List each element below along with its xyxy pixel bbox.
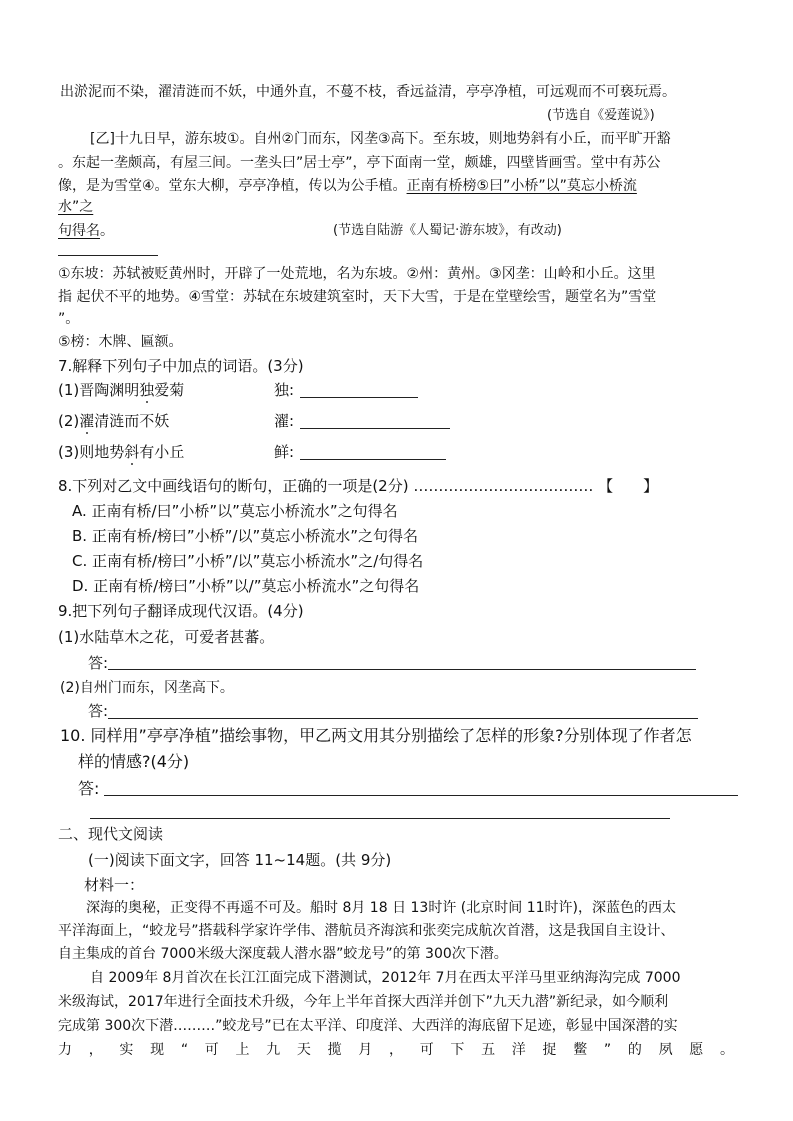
note-line-4: ⑤榜：木牌、匾额。	[58, 334, 183, 350]
underlined-sentence-part-1: 正南有桥榜⑤曰”小桥”以”莫忘小桥流	[406, 178, 637, 194]
material-1-para-1-line-3: 自主集成的首台 7000米级大深度载人潜水器”蛟龙号”的第 300次下潜。	[58, 946, 508, 962]
q7-item-3-label: 鲜:	[274, 443, 295, 461]
q7-item-1-label: 独:	[274, 381, 295, 399]
material-1-para-2-line-4: 力，实现“可上九天揽月，可下五洋捉鳖”的夙愿。	[58, 1042, 734, 1058]
q7-item-2-label: 濯:	[274, 412, 295, 430]
q7-item-2-post: 清涟而不妖	[94, 412, 170, 430]
underlined-sentence-part-3: 句得名	[58, 223, 100, 239]
passage-yi-line-3	[58, 178, 637, 195]
note-line-2: 指 起伏不平的地势。④雪堂：苏轼在东坡建筑室时，天下大雪，于是在堂壁绘雪，题堂名为”雪堂	[58, 289, 657, 305]
source-citation-1: (节选自《爱莲说》)	[547, 108, 655, 123]
q7-item-3-post: 有小丘	[139, 443, 185, 461]
q7-item-2-pre: (2)	[58, 412, 80, 430]
passage-line-1: 出淤泥而不染，濯清涟而不妖，中通外直，不蔓不枝，香远益清，亭亭净植，可远观而不可亵玩焉。	[60, 84, 676, 100]
q8-option-c[interactable]: C. 正南有桥/榜曰”小桥”/以”莫忘小桥流水”之/句得名	[72, 552, 424, 570]
q7-item-3	[58, 443, 184, 461]
note-line-1: ①东坡：苏轼被贬黄州时，开辟了一处荒地，名为东坡。②州：黄州。③冈垄：山岭和小丘。这里	[58, 266, 656, 282]
passage-yi-line-2: 。东起一垄颇高，有屋三间。一垄头曰”居士亭”，亭下面南一堂，颇雄，四壁皆画雪。堂中有苏公	[58, 155, 661, 171]
q8-option-a[interactable]: A. 正南有桥/曰”小桥”以”莫忘小桥流水”之句得名	[72, 502, 398, 520]
q9-item-2: (2)自州门而东，冈垄高下。	[60, 680, 234, 696]
q7-item-3-dotted-word: 斜	[124, 443, 140, 461]
footnote-divider	[58, 255, 158, 256]
note-line-3: ”。	[58, 311, 80, 327]
passage-yi-line-5	[58, 223, 114, 240]
q7-answer-blank-3[interactable]	[300, 459, 446, 460]
material-1-para-1-line-2: 平洋海面上，“蛟龙号”搭载科学家许学伟、潜航员齐海滨和张奕完成航次首潜，这是我国自主设计、	[58, 923, 675, 939]
passage-yi-line-1: [乙]十九日早，游东坡①。自州②门而东，冈垄③高下。至东坡，则地势斜有小丘，而平旷开豁	[90, 131, 671, 147]
q9-answer-line-1[interactable]	[108, 669, 696, 670]
q9-answer-label-2: 答:	[88, 702, 109, 720]
q7-item-2-dotted-word: 濯	[79, 412, 95, 430]
material-1-para-2-line-3: 完成第 300次下潜………”蛟龙号”已在太平洋、印度洋、大西洋的海底留下足迹，彰显中国深潜的实	[58, 1018, 678, 1034]
q7-item-2	[58, 412, 169, 430]
underlined-sentence-part-2: 水”之	[58, 199, 94, 215]
q7-item-1-pre: (1)晋陶渊明	[58, 381, 140, 399]
q7-item-1-post: 爱菊	[154, 381, 185, 399]
source-citation-2: (节选自陆游《人蜀记·游东坡》，有改动)	[333, 223, 562, 238]
q10-answer-line-2[interactable]	[90, 818, 670, 819]
section-2-subheading: (一)阅读下面文字，回答 11~14题。(共 9分)	[88, 851, 392, 869]
q10-answer-line-1[interactable]	[104, 795, 738, 796]
q8-option-b[interactable]: B. 正南有桥/榜曰”小桥”/以”莫忘小桥流水”之句得名	[72, 527, 419, 545]
question-10-line-2: 样的情感?(4分)	[78, 752, 190, 771]
q7-answer-blank-2[interactable]	[300, 428, 450, 429]
q7-item-3-pre: (3)则地势	[58, 443, 125, 461]
q9-answer-label-1: 答:	[88, 654, 109, 672]
question-8-title: 8.下列对乙文中画线语句的断句，正确的一项是(2分) ……………………………… 【 】	[58, 477, 659, 495]
material-1-label: 材料一：	[84, 876, 145, 894]
q7-answer-blank-1[interactable]	[300, 397, 418, 398]
material-1-para-2-line-2: 米级海试，2017年进行全面技术升级，今年上半年首探大西洋并创下”九天九潜”新纪录，如今顺利	[58, 994, 669, 1010]
q9-answer-line-2[interactable]	[108, 718, 698, 719]
question-9-title: 9.把下列句子翻译成现代汉语。(4分)	[58, 602, 304, 620]
section-2-heading: 二、现代文阅读	[58, 825, 164, 843]
q7-item-1-dotted-word: 独	[139, 381, 155, 399]
question-10-line-1: 10. 同样用”亭亭净植”描绘事物，甲乙两文用其分别描绘了怎样的形象?分别体现了作者怎	[60, 726, 692, 745]
q7-item-1	[58, 381, 184, 399]
passage-yi-line-5-end: 。	[100, 223, 114, 239]
q10-answer-label: 答:	[78, 779, 100, 798]
q8-option-d[interactable]: D. 正南有桥/榜曰”小桥”以/”莫忘小桥流水”之句得名	[72, 577, 420, 595]
material-1-para-2-line-1: 自 2009年 8月首次在长江江面完成下潜测试，2012年 7月在西太平洋马里亚纳海沟完成 7000	[90, 970, 681, 986]
q9-item-1: (1)水陆草木之花，可爱者甚蕃。	[58, 628, 275, 646]
passage-yi-line-3-text: 像，是为雪堂④。堂东大柳，亭亭净植，传以为公手植。	[58, 178, 407, 194]
question-7-title: 7.解释下列句子中加点的词语。(3分)	[58, 357, 304, 375]
material-1-para-1-line-1: 深海的奥秘，正变得不再遥不可及。船时 8月 18 日 13时许 (北京时间 11时许)，深蓝色的西太	[86, 900, 676, 916]
